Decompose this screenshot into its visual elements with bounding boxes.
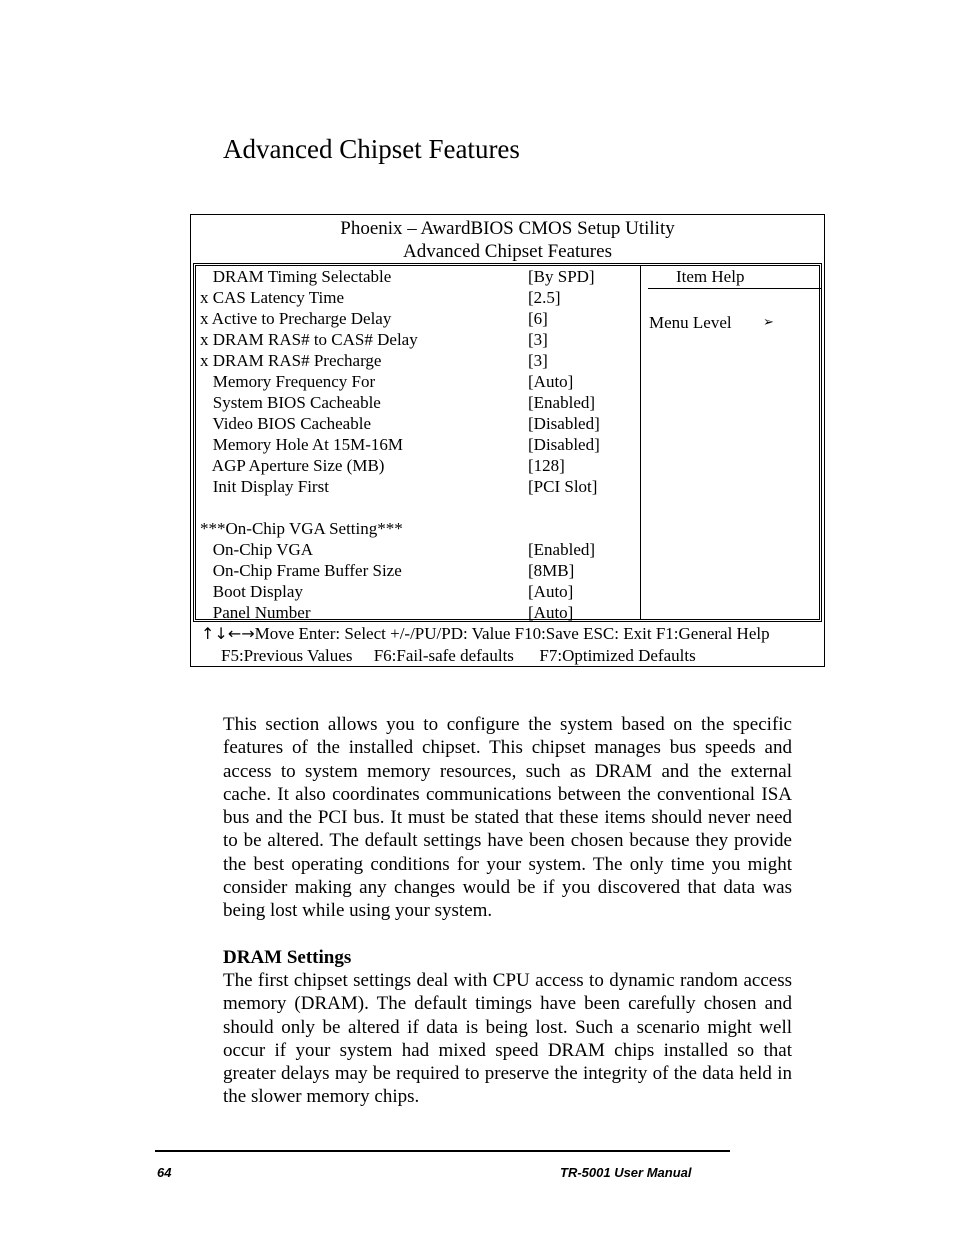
menu-value[interactable]: [By SPD] — [528, 267, 595, 286]
menu-label: Video BIOS Cacheable — [200, 414, 371, 433]
menu-row-ras-precharge[interactable] — [196, 350, 640, 371]
menu-row-dram-timing[interactable] — [196, 266, 640, 287]
menu-row-on-chip-vga[interactable] — [196, 539, 640, 560]
menu-row-vga-section — [196, 518, 640, 539]
item-help-title: Item Help — [676, 267, 745, 286]
menu-value[interactable]: [Enabled] — [528, 540, 596, 559]
menu-row-video-bios-cacheable[interactable] — [196, 413, 640, 434]
menu-value[interactable]: [Enabled] — [528, 393, 596, 412]
menu-label: Boot Display — [200, 582, 303, 601]
bios-screenshot — [190, 214, 825, 667]
menu-label: On-Chip VGA — [200, 540, 314, 559]
menu-value[interactable]: [128] — [528, 456, 565, 475]
menu-label: Init Display First — [200, 477, 329, 496]
menu-label: x DRAM RAS# to CAS# Delay — [200, 330, 418, 349]
menu-label: System BIOS Cacheable — [200, 393, 381, 412]
menu-label: x DRAM RAS# Precharge — [200, 351, 382, 370]
menu-value[interactable]: [Disabled] — [528, 414, 600, 433]
menu-row-ras-cas-delay[interactable] — [196, 329, 640, 350]
menu-value[interactable]: [PCI Slot] — [528, 477, 598, 496]
manual-title: TR-5001 User Manual — [560, 1165, 692, 1180]
menu-value[interactable]: [8MB] — [528, 561, 575, 580]
section-heading: DRAM Settings — [223, 947, 352, 968]
arrow-keys-icon: ↑↓←→ — [201, 624, 255, 643]
bios-header — [191, 215, 824, 265]
menu-row-init-display[interactable] — [196, 476, 640, 497]
menu-label: x Active to Precharge Delay — [200, 309, 392, 328]
menu-level-label: Menu Level — [649, 313, 732, 332]
key-legend-line2: F5:Previous Values F6:Fail-safe defaults F7:Optimized Defaults — [221, 646, 696, 665]
menu-value[interactable]: [6] — [528, 309, 548, 328]
key-legend-text: Move Enter: Select +/-/PU/PD: Value F10:Save ESC: Exit F1:General Help — [254, 624, 770, 643]
dram-paragraph: The first chipset settings deal with CPU access to dynamic random access memory (DRAM). The default timings have been carefully chosen and should only be altered if data is being lost. Such a scenario might well occur if your system had mixed speed DRAM chips installed so that greater delays may be required to preserve the integrity of the data held in the slower memory chips. — [223, 970, 792, 1108]
menu-label: On-Chip Frame Buffer Size — [200, 561, 402, 580]
menu-label: Panel Number — [200, 603, 311, 622]
bios-header-title: Phoenix – AwardBIOS CMOS Setup Utility — [340, 218, 675, 239]
arrow-right-icon: ➢ — [763, 315, 774, 330]
item-help-divider — [648, 288, 822, 289]
item-help-panel — [643, 266, 823, 619]
menu-row-panel-number[interactable] — [196, 602, 640, 623]
page-number: 64 — [157, 1165, 172, 1180]
menu-label: DRAM Timing Selectable — [200, 267, 392, 286]
menu-value[interactable]: [3] — [528, 351, 548, 370]
page-title: Advanced Chipset Features — [223, 134, 520, 164]
intro-paragraph: This section allows you to configure the system based on the specific features of the installed chipset. This chipset manages bus speeds and access to system memory resources, such as DRAM and the external cache. It also coordinates communications between the conventional ISA bus and the PCI bus. It must be stated that these items should never need to be altered. The default settings have been chosen because they provide the best operating conditions for your system. The only time you might consider making any changes would be if you discovered that data was being lost while using your system. — [223, 714, 792, 922]
menu-row-memory-frequency[interactable] — [196, 371, 640, 392]
menu-row-system-bios-cacheable[interactable] — [196, 392, 640, 413]
menu-value[interactable]: [2.5] — [528, 288, 561, 307]
menu-label: Memory Hole At 15M-16M — [200, 435, 404, 454]
footer-divider — [155, 1150, 730, 1152]
menu-label: AGP Aperture Size (MB) — [200, 456, 385, 475]
bios-menu — [196, 266, 641, 622]
menu-row-memory-hole[interactable] — [196, 434, 640, 455]
menu-row-frame-buffer[interactable] — [196, 560, 640, 581]
menu-row-spacer — [196, 497, 640, 518]
menu-value[interactable]: [Auto] — [528, 582, 574, 601]
menu-label: x CAS Latency Time — [200, 288, 345, 307]
bios-body — [193, 263, 822, 622]
menu-value[interactable]: [Auto] — [528, 603, 574, 622]
menu-row-cas-latency[interactable] — [196, 287, 640, 308]
menu-value[interactable]: [3] — [528, 330, 548, 349]
menu-row-boot-display[interactable] — [196, 581, 640, 602]
menu-row-agp-aperture[interactable] — [196, 455, 640, 476]
bios-header-subtitle: Advanced Chipset Features — [403, 241, 612, 262]
menu-label: Memory Frequency For — [200, 372, 376, 391]
menu-value[interactable]: [Auto] — [528, 372, 574, 391]
key-legend-line1 — [201, 623, 770, 644]
menu-section-label: ***On-Chip VGA Setting*** — [200, 519, 403, 538]
menu-value[interactable]: [Disabled] — [528, 435, 600, 454]
menu-row-active-precharge[interactable] — [196, 308, 640, 329]
